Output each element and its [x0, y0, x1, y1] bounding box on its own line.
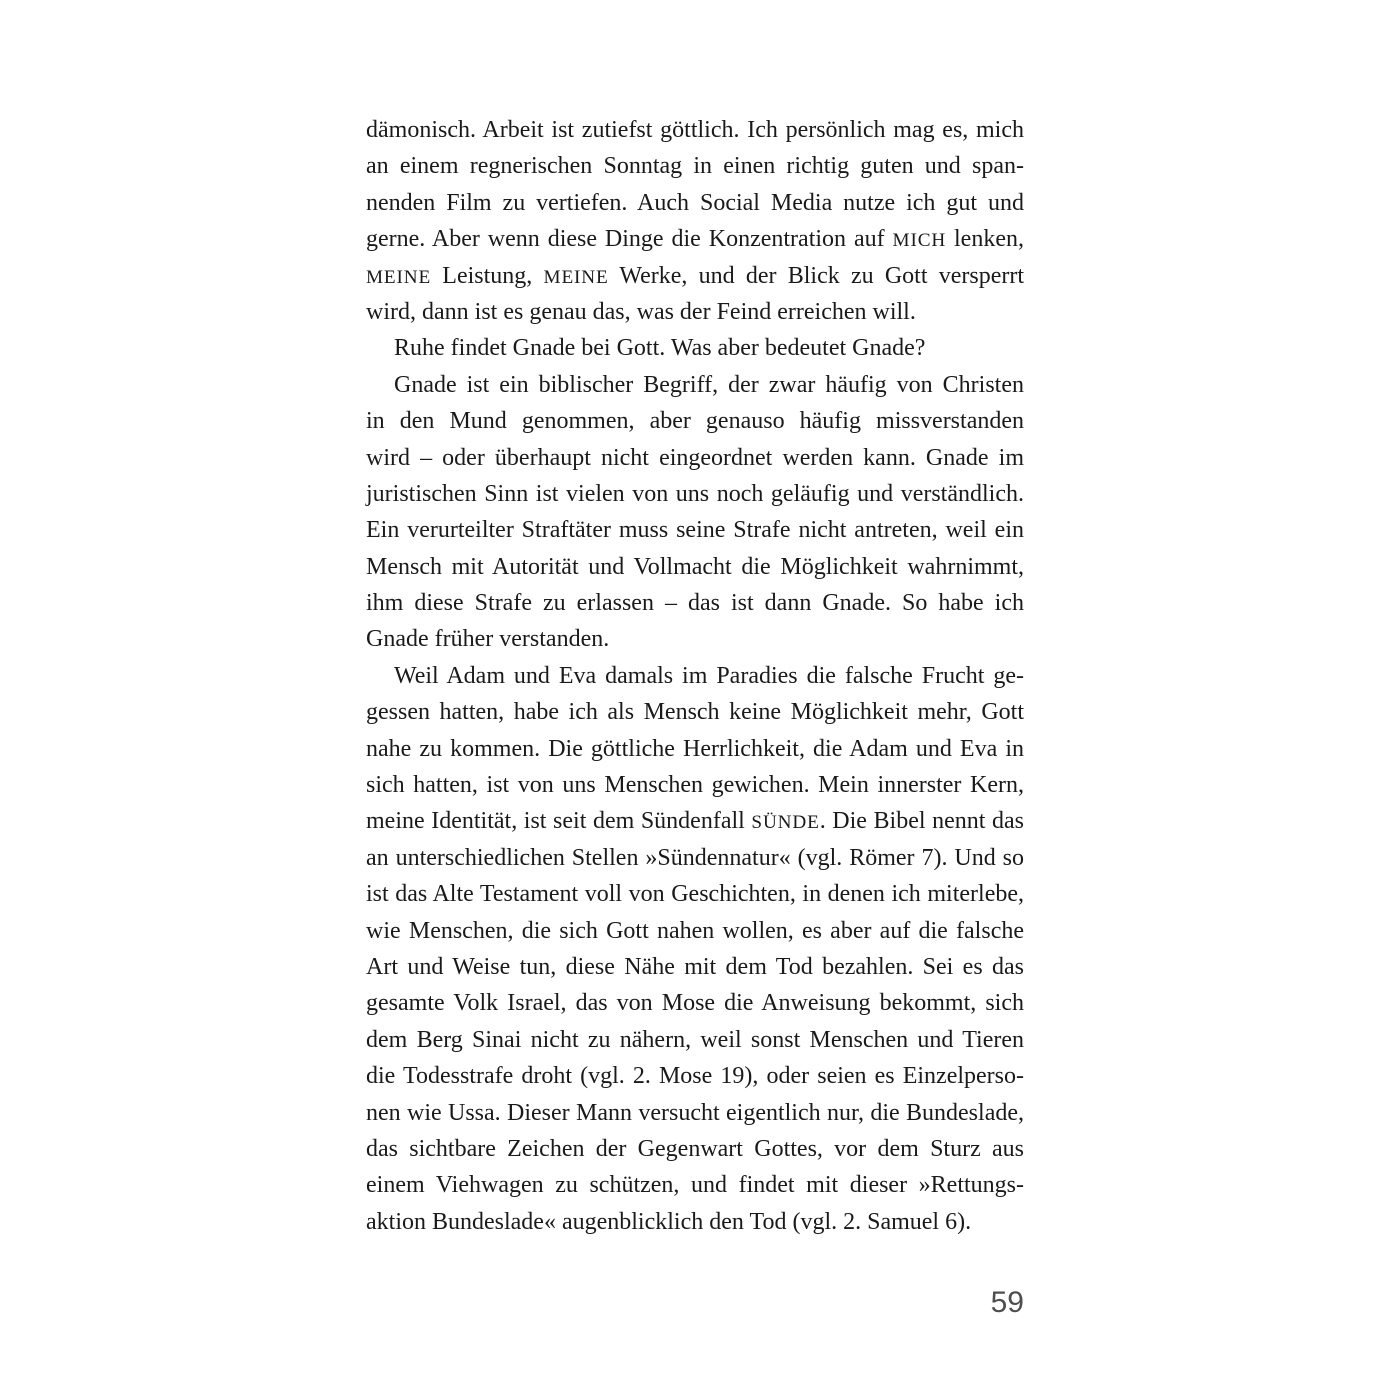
text-line: Gnade ist ein biblischer Begriff, der zwar häufig von Christen — [394, 371, 1024, 398]
paragraph — [366, 330, 1024, 366]
paragraph — [366, 367, 1024, 658]
text-line: Ruhe findet Gnade bei Gott. Was aber bedeutet Gnade? — [394, 335, 926, 362]
smallcaps-emphasis: MEINE — [366, 266, 432, 288]
text-line: juristischen Sinn ist vielen von uns noch geläufig und verständlich. — [366, 480, 1024, 507]
text-line: wird – oder überhaupt nicht eingeordnet werden kann. Gnade im — [366, 444, 1024, 471]
text-line: gerne. Aber wenn diese Dinge die Konzentration auf MICH lenken, — [366, 226, 1024, 253]
smallcaps-emphasis: SÜNDE — [751, 812, 820, 834]
text-line: das sichtbare Zeichen der Gegenwart Gottes, vor dem Sturz aus — [366, 1135, 1024, 1162]
text-line: nen wie Ussa. Dieser Mann versucht eigentlich nur, die Bundeslade, — [366, 1099, 1024, 1126]
text-line: sich hatten, ist von uns Menschen gewichen. Mein innerster Kern, — [366, 772, 1024, 799]
text-line: ist das Alte Testament voll von Geschichten, in denen ich miterlebe, — [366, 881, 1024, 908]
text-line: Gnade früher verstanden. — [366, 626, 610, 653]
paragraph — [366, 112, 1024, 330]
text-line: Mensch mit Autorität und Vollmacht die Möglichkeit wahrnimmt, — [366, 553, 1024, 580]
text-line: Art und Weise tun, diese Nähe mit dem Tod bezahlen. Sei es das — [366, 953, 1024, 980]
text-line: meine Identität, ist seit dem Sündenfall SÜNDE. Die Bibel nennt das — [366, 808, 1024, 835]
text-line: Weil Adam und Eva damals im Paradies die falsche Frucht ge- — [394, 662, 1024, 689]
text-line: einem Viehwagen zu schützen, und findet mit dieser »Rettungs- — [366, 1172, 1024, 1199]
text-line: dem Berg Sinai nicht zu nähern, weil sonst Menschen und Tieren — [366, 1026, 1024, 1053]
text-line: ihm diese Strafe zu erlassen – das ist dann Gnade. So habe ich — [366, 590, 1024, 617]
text-line: an unterschiedlichen Stellen »Sündennatur« (vgl. Römer 7). Und so — [366, 844, 1024, 871]
text-line: in den Mund genommen, aber genauso häufig missverstanden — [366, 408, 1024, 435]
text-line: gessen hatten, habe ich als Mensch keine Möglichkeit mehr, Gott — [366, 699, 1024, 726]
text-line: aktion Bundeslade« augenblicklich den Tod (vgl. 2. Samuel 6). — [366, 1208, 972, 1235]
paragraph — [366, 658, 1024, 1240]
text-line: nahe zu kommen. Die göttliche Herrlichkeit, die Adam und Eva in — [366, 735, 1024, 762]
smallcaps-emphasis: MEINE — [543, 266, 609, 288]
text-line: MEINE Leistung, MEINE Werke, und der Blick zu Gott versperrt — [366, 262, 1024, 289]
page-number: 59 — [990, 1286, 1024, 1319]
text-line: wie Menschen, die sich Gott nahen wollen, es aber auf die falsche — [366, 917, 1024, 944]
text-line: wird, dann ist es genau das, was der Feind erreichen will. — [366, 298, 916, 325]
text-line: nenden Film zu vertiefen. Auch Social Media nutze ich gut und — [366, 189, 1024, 216]
text-line: die Todesstrafe droht (vgl. 2. Mose 19), oder seien es Einzelperso- — [366, 1063, 1024, 1090]
text-line: Ein verurteilter Straftäter muss seine Strafe nicht antreten, weil ein — [366, 517, 1024, 544]
text-block — [366, 112, 1024, 1240]
text-line: dämonisch. Arbeit ist zutiefst göttlich. Ich persönlich mag es, mich — [366, 117, 1024, 143]
text-line: an einem regnerischen Sonntag in einen richtig guten und span- — [366, 153, 1024, 180]
text-line: gesamte Volk Israel, das von Mose die Anweisung bekommt, sich — [366, 990, 1024, 1017]
smallcaps-emphasis: MICH — [892, 230, 947, 252]
